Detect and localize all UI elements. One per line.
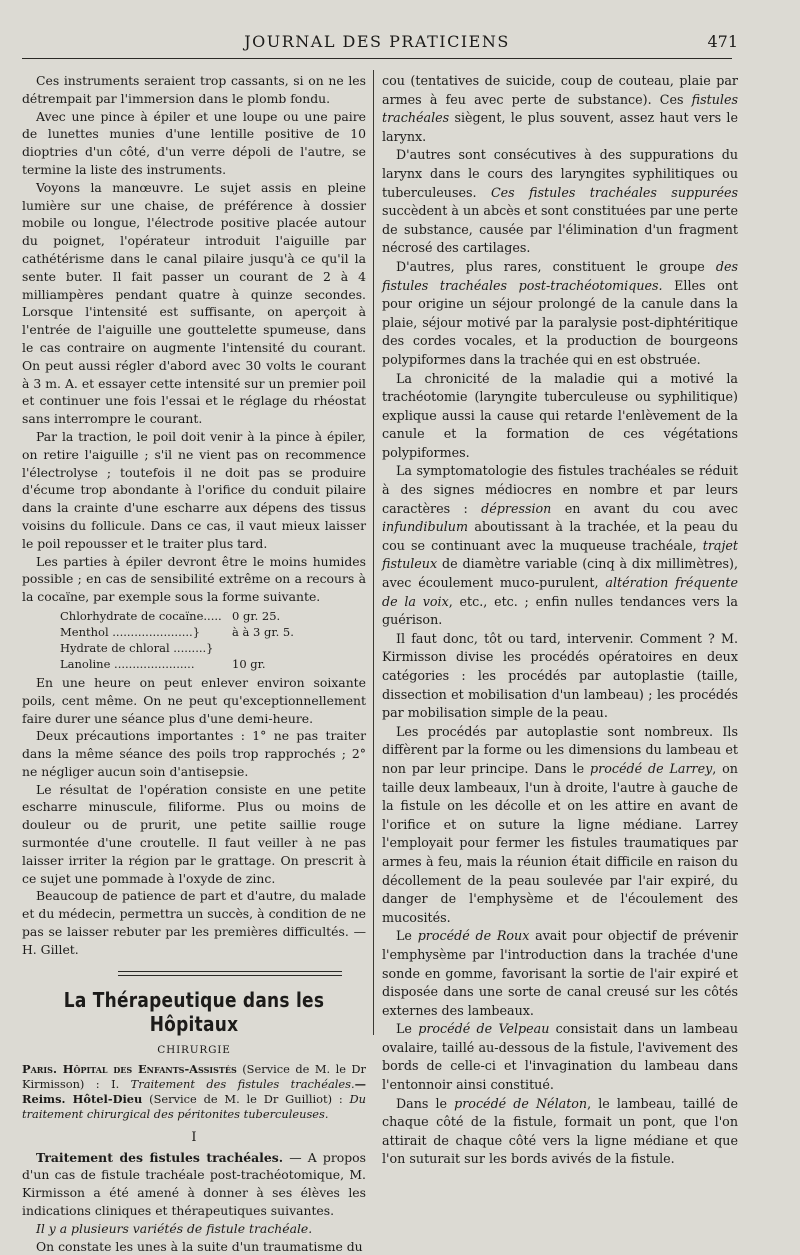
paragraph: D'autres, plus rares, constituent le groupe des fistules trachéales post-trachéotomiques. Elles ont pour origine un séjour prolongé de la canule dans la plaie, séjour motivé par la paralysie post-diphtéritique des cordes vocales, et la production de bourgeons polypiformes dans la trachée qui en est obstruée. — [382, 258, 738, 367]
running-header — [22, 27, 738, 59]
prescription-formula — [60, 608, 366, 672]
page-number: 471 — [707, 32, 738, 51]
ingredient: Chlorhydrate de cocaïne..... — [60, 608, 222, 623]
paragraph: En une heure on peut enlever environ soixante poils, cent même. On ne peut qu'exceptionnellement faire durer une séance plus d'une demi-heure. — [22, 674, 366, 726]
paragraph: Traitement des fistules trachéales. — A propos d'un cas de fistule trachéale post-trachéotomique, M. Kirmisson a été amené à donner à ses élèves les indications cliniques et thérapeutiques suivantes. — [22, 1149, 366, 1219]
paragraph: Les procédés par autoplastie sont nombreux. Ils diffèrent par la forme ou les dimensions du lambeau et non par leur principe. Dans le procédé de Larrey, on taille deux lambeaux, l'un à droite, l'autre à gauche de la fistule on les décolle et on les attire en avant de l'orifice et on suture la ligne médiane. Larrey l'employait pour fermer les fistules traumatiques par armes à feu, mais la réunion était difficile en raison du décollement de la peau soulevée par l'air expiré, du danger de l'emphysème et de l'écoulement des mucosités. — [382, 723, 738, 925]
paragraph: Le procédé de Roux avait pour objectif de prévenir l'emphysème par l'introduction dans la trachée d'une sonde en gomme, favorisant la sortie de l'air expiré et disposée dans une sorte de canal creusé sur les côtés externes des lambeaux. — [382, 928, 738, 1018]
hospital-reims: — Reims. Hôtel-Dieu — [22, 1076, 366, 1106]
right-column — [382, 72, 738, 1169]
section-rule — [118, 971, 342, 976]
formula-row — [60, 624, 366, 640]
section-subheading: CHIRURGIE — [157, 1043, 231, 1056]
paragraph: Par la traction, le poil doit venir à la pince à épiler, on retire l'aiguille ; s'il ne vient pas on recommence l'électrolyse ; toutefois il ne doit pas se produire d'écume trop abondante à l'orifice du conduit pilaire dans la crainte d'une escharre aux dépens des tissus voisins du follicule. Dans ce cas, il vaut mieux laisser le poil repousser et le traiter plus tard. — [22, 428, 366, 551]
paragraph: On constate les unes à la suite d'un traumatisme du — [36, 1238, 363, 1254]
ingredient: Lanoline ...................... — [60, 656, 195, 671]
header-rule — [22, 58, 732, 59]
paragraph: cou (tentatives de suicide, coup de couteau, plaie par armes à feu avec perte de substance). Ces fistules trachéales siègent, le plus souvent, assez haut vers le larynx. — [382, 73, 738, 144]
paragraph: Deux précautions importantes : 1° ne pas traiter dans la même séance des poils trop rapprochés ; 2° ne négliger aucun soin d'antisepsie. — [22, 728, 366, 779]
ingredient: Menthol ......................} — [60, 624, 201, 639]
paragraph: Ces instruments seraient trop cassants, si on ne les détrempait par l'immersion dans le plomb fondu. — [22, 73, 366, 106]
part-numeral: I — [191, 1129, 197, 1145]
paragraph: D'autres sont consécutives à des suppurations du larynx dans le cours des laryngites syphilitiques ou tuberculeuses. Ces fistules trachéales suppurées succèdent à un abcès et sont constituées par une perte de substance, causée par l'élimination d'un fragment nécrosé des cartilages. — [382, 147, 738, 256]
journal-title: JOURNAL DES PRATICIENS — [244, 32, 510, 51]
paragraph: Il y a plusieurs variétés de fistule trachéale. — [36, 1220, 313, 1236]
formula-row — [60, 656, 366, 672]
paragraph: La chronicité de la maladie qui a motivé la trachéotomie (laryngite tuberculeuse ou syphilitique) explique aussi la cause qui retarde l'enlèvement de la canule et la formation de ces végétations polypiformes. — [382, 370, 738, 460]
formula-row — [60, 640, 366, 656]
dose: à à 3 gr. 5. — [232, 624, 294, 639]
ingredient: Hydrate de chloral .........} — [60, 640, 214, 655]
hospital-paris: Paris. Hôpital des Enfants-Assistés — [22, 1061, 237, 1076]
paragraph: Il faut donc, tôt ou tard, intervenir. Comment ? M. Kirmisson divise les procédés opératoires en deux catégories : les procédés par autoplastie (taille, dissection et mobilisation d'un lambeau) ; les procédés par mobilisation simple de la peau. — [382, 630, 738, 721]
dose: 10 gr. — [232, 656, 266, 671]
hospital-summary: Paris. Hôpital des Enfants-Assistés (Service de M. le Dr Kirmisson) : I. Traitement des fistules trachéales.— Reims. Hôtel-Dieu (Service de M. le Dr Guilliot) : Du traitement chirurgical des péritonites tuberculeuses. — [22, 1061, 367, 1121]
paragraph: La symptomatologie des fistules trachéales se réduit à des signes médiocres en nombre et par leurs caractères : dépression en avant du cou avec infundibulum aboutissant à la trachée, et la peau du cou se continuant avec la muqueuse trachéale, trajet fistuleux de diamètre variable (cinq à dix millimètres), avec écoulement muco-purulent, altération fréquente de la voix, etc., etc. ; enfin nulles tendances vers la guérison. — [382, 463, 739, 628]
dose: 0 gr. 25. — [232, 608, 281, 623]
paragraph-signed: Beaucoup de patience de part et d'autre, du malade et du médecin, permettra un succès, à condition de ne pas se laisser rebuter par les premières difficultés. — H. Gillet. — [22, 888, 366, 957]
paragraph: Voyons la manœuvre. Le sujet assis en pleine lumière sur une chaise, de préférence à dossier mobile ou longue, l'électrode positive placée autour du poignet, l'opérateur introduit l'aiguille par cathétérisme dans le canal pilaire jusqu'à ce qu'il la sente buter. Il fait passer un courant de 2 à 4 milliampères pendant quatre à quinze secondes. Lorsque l'intensité est suffisante, on aperçoit à l'entrée de l'aiguille une gouttelette spumeuse, dans le cas contraire on augmente l'intensité du courant. On peut aussi régler d'abord avec 30 volts le courant à 3 m. A. et essayer cette intensité sur un premier poil et continuer une fois l'essai et le réglage du rhéostat sans interrompre le courant. — [22, 179, 366, 427]
paragraph: Le résultat de l'opération consiste en une petite escharre minuscule, filiforme. Plus ou moins de douleur ou de prurit, une petite saillie rouge surmontée d'une croutelle. Il faut veiller à ne pas laisser irriter la région par le grattage. On prescrit à ce sujet une pommade à l'oxyde de zinc. — [22, 781, 366, 886]
paragraph: Dans le procédé de Nélaton, le lambeau, taillé de chaque côté de la fistule, formait un pont, que l'on attirait de chaque côté vers la ligne médiane et que l'on suturait sur les bords avivés de la fistule. — [382, 1095, 738, 1167]
column-divider — [373, 70, 374, 1035]
run-in-heading: Traitement des fistules trachéales. — [36, 1149, 284, 1165]
formula-row — [60, 608, 366, 624]
paragraph: Avec une pince à épiler et une loupe ou une paire de lunettes munies d'une lentille positive de 10 dioptries d'un côté, d'un verre dépoli de l'autre, se termine la liste des instruments. — [22, 108, 366, 177]
paragraph: Les parties à épiler devront être le moins humides possible ; en cas de sensibilité extrême on a recours à la cocaïne, par exemple sous la forme suivante. — [22, 553, 366, 605]
section-heading: La Thérapeutique dans les Hôpitaux — [63, 987, 325, 1036]
paragraph: Le procédé de Velpeau consistait dans un lambeau ovalaire, taillé au-dessous de la fistule, l'avivement des bords de celle-ci et l'invagination du lambeau dans l'entonnoir ainsi constitué. — [382, 1021, 738, 1093]
left-column — [22, 72, 366, 1255]
